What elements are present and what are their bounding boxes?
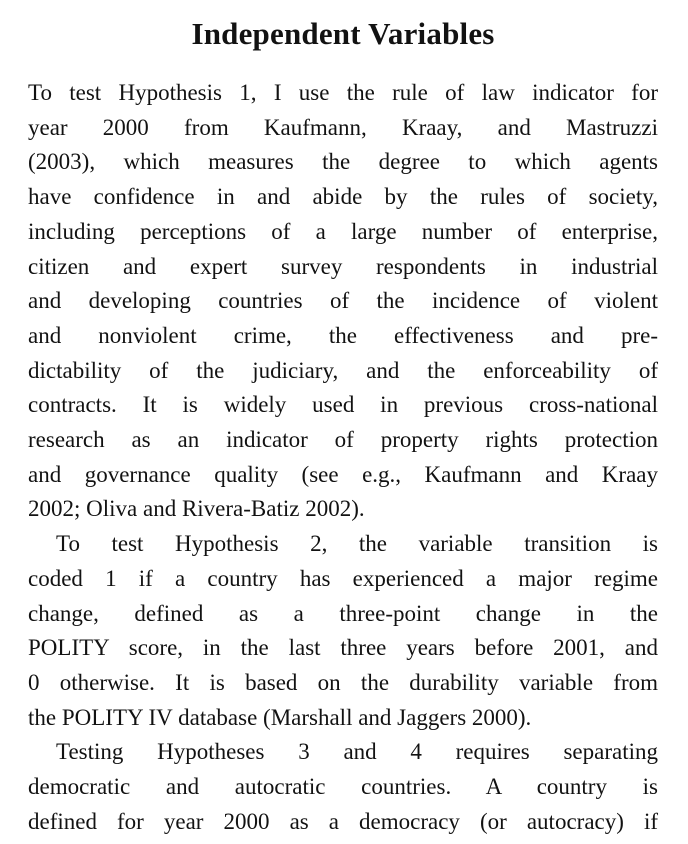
text-line: POLITY score, in the last three years before 2001, and — [28, 635, 658, 661]
text-line: coded 1 if a country has experienced a major regime — [28, 565, 658, 591]
document-page — [0, 16, 688, 844]
text-line: research as an indicator of property rights protection — [28, 427, 658, 453]
text-line: and developing countries of the incidence of violent — [28, 288, 658, 314]
text-line: citizen and expert survey respondents in industrial — [28, 253, 658, 279]
text-line: (2003), which measures the degree to which agents — [28, 149, 658, 175]
text-line: and nonviolent crime, the effectiveness and pre- — [28, 322, 658, 348]
text-line: year 2000 from Kaufmann, Kraay, and Mastruzzi — [28, 114, 658, 140]
text-line: democratic and autocratic countries. A country is — [28, 774, 658, 800]
text-line: 0 otherwise. It is based on the durability variable from — [28, 669, 658, 695]
text-line: and governance quality (see e.g., Kaufmann and Kraay — [28, 461, 658, 487]
text-line: 2002; Oliva and Rivera-Batiz 2002). — [28, 496, 365, 522]
text-line: Testing Hypotheses 3 and 4 requires separating — [56, 739, 658, 765]
text-line: have confidence in and abide by the rules of society, — [28, 184, 658, 210]
text-line: dictability of the judiciary, and the enforceability of — [28, 357, 658, 383]
body-text — [28, 76, 658, 839]
text-line: To test Hypothesis 2, the variable transition is — [56, 531, 658, 557]
section-title: Independent Variables — [191, 16, 495, 51]
text-line: change, defined as a three-point change in the — [28, 600, 658, 626]
text-line: To test Hypothesis 1, I use the rule of law indicator for — [28, 80, 658, 105]
text-line: the POLITY IV database (Marshall and Jaggers 2000). — [28, 704, 532, 730]
text-line: defined for year 2000 as a democracy (or autocracy) if — [28, 808, 658, 834]
text-line: including perceptions of a large number of enterprise, — [28, 218, 658, 244]
text-line: contracts. It is widely used in previous cross-national — [28, 392, 658, 418]
